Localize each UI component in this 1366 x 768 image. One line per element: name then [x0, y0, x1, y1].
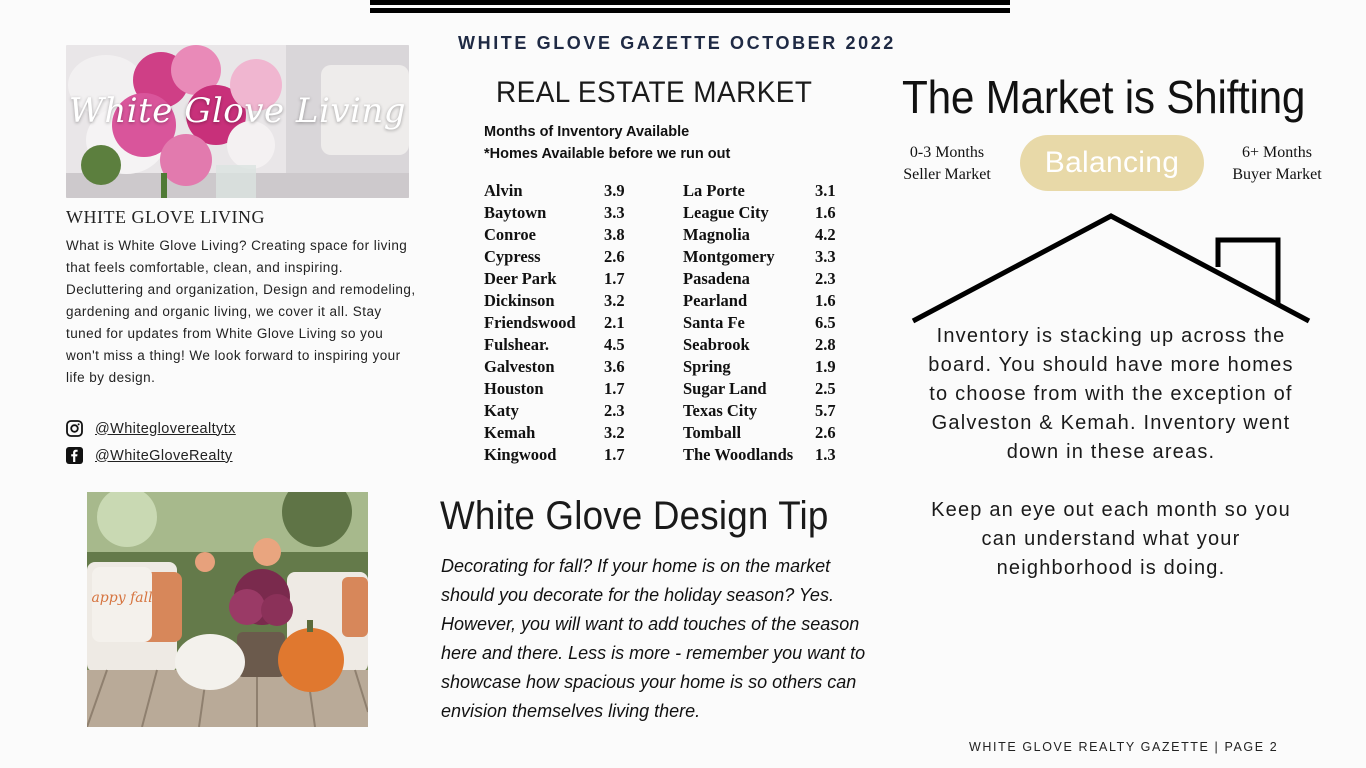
inventory-row [484, 202, 625, 224]
months-of-inventory: 3.6 [604, 357, 625, 376]
section-heading: WHITE GLOVE LIVING [66, 207, 265, 227]
instagram-icon [66, 420, 83, 437]
inventory-subhead-line1: Months of Inventory Available [484, 124, 690, 140]
city-name: Baytown [484, 203, 547, 222]
inventory-subheading [484, 121, 730, 165]
inventory-row [683, 444, 836, 466]
city-name: Spring [683, 357, 731, 376]
months-of-inventory: 5.7 [815, 401, 836, 420]
seller-market-label [893, 142, 1001, 186]
inventory-row [683, 246, 836, 268]
months-of-inventory: 1.9 [815, 357, 836, 376]
months-of-inventory: 1.3 [815, 445, 836, 464]
facebook-icon [66, 447, 83, 464]
buyer-months: 6+ Months [1242, 144, 1312, 161]
months-of-inventory: 1.7 [604, 445, 625, 464]
inventory-row [683, 356, 836, 378]
inventory-commentary-para1: Inventory is stacking up across the board. You should have more homes to choose from with the exception of Galveston & Kemah. Inventory went down in these areas. [928, 325, 1294, 463]
inventory-row [683, 224, 836, 246]
inventory-commentary-para2: Keep an eye out each month so you can understand what your neighborhood is doing. [931, 499, 1291, 579]
inventory-row [484, 246, 625, 268]
city-name: Dickinson [484, 291, 555, 310]
months-of-inventory: 3.1 [815, 181, 836, 200]
months-of-inventory: 6.5 [815, 313, 836, 332]
inventory-table-left [484, 180, 625, 466]
city-name: La Porte [683, 181, 745, 200]
flowers-hero-image [66, 45, 409, 198]
months-of-inventory: 4.2 [815, 225, 836, 244]
city-name: Galveston [484, 357, 555, 376]
city-name: Texas City [683, 401, 758, 420]
months-of-inventory: 1.6 [815, 203, 836, 222]
inventory-row [484, 378, 625, 400]
instagram-link-row[interactable] [66, 420, 236, 437]
city-name: Friendswood [484, 313, 576, 332]
months-of-inventory: 1.6 [815, 291, 836, 310]
facebook-link-row[interactable] [66, 447, 233, 464]
top-rule [370, 0, 1010, 5]
inventory-row [683, 400, 836, 422]
design-tip-body: Decorating for fall? If your home is on the market should you decorate for the holiday season? Yes. However, you will want to add touches of the season here and there. Less is more - remember you want to showcase how spacious your home is so others can envision themselves living there. [441, 556, 866, 721]
city-name: Santa Fe [683, 313, 745, 332]
inventory-row [683, 334, 836, 356]
inventory-row [683, 268, 836, 290]
city-name: The Woodlands [683, 445, 794, 464]
instagram-handle-link[interactable]: @Whitegloverealtytx [95, 420, 236, 437]
market-title: REAL ESTATE MARKET [496, 76, 813, 109]
inventory-commentary [920, 322, 1302, 583]
facebook-handle-link[interactable]: @WhiteGloveRealty [95, 447, 233, 464]
city-name: Katy [484, 401, 519, 420]
hero-script-text: White Glove Living [68, 91, 407, 131]
inventory-row [484, 400, 625, 422]
inventory-row [683, 180, 836, 202]
intro-paragraph: What is White Glove Living? Creating space for living that feels comfortable, clean, and inspiring. Decluttering and organization, Design and remodeling, gardening and organic living, we cover it all. Stay tuned for updates from White Glove Living so you won't miss a thing! We look forward to inspiring your life by design. [66, 238, 416, 385]
months-of-inventory: 3.2 [604, 291, 625, 310]
months-of-inventory: 2.3 [815, 269, 836, 288]
inventory-row [484, 180, 625, 202]
city-name: Montgomery [683, 247, 775, 266]
fall-decor-image [87, 492, 368, 727]
gazette-title: WHITE GLOVE GAZETTE OCTOBER 2022 [458, 33, 896, 53]
inventory-row [484, 356, 625, 378]
months-of-inventory: 3.9 [604, 181, 625, 200]
months-of-inventory: 2.3 [604, 401, 625, 420]
inventory-row [484, 312, 625, 334]
inventory-row [683, 290, 836, 312]
inventory-row [683, 422, 836, 444]
inventory-row [484, 268, 625, 290]
months-of-inventory: 1.7 [604, 269, 625, 288]
city-name: Kingwood [484, 445, 557, 464]
city-name: Cypress [484, 247, 541, 266]
city-name: Fulshear. [484, 335, 549, 354]
city-name: Sugar Land [683, 379, 767, 398]
inventory-row [484, 334, 625, 356]
house-roof-icon [905, 205, 1325, 330]
top-rule [370, 8, 1010, 13]
pillow-text: appy fall [91, 590, 153, 606]
city-name: Magnolia [683, 225, 750, 244]
inventory-row [484, 422, 625, 444]
months-of-inventory: 3.2 [604, 423, 625, 442]
design-tip-title: White Glove Design Tip [440, 494, 829, 538]
seller-months: 0-3 Months [909, 144, 985, 161]
market-shift-title: The Market is Shifting [902, 71, 1306, 123]
inventory-subhead-line2: *Homes Available before we run out [484, 146, 731, 162]
inventory-row [484, 224, 625, 246]
city-name: Pearland [683, 291, 748, 310]
months-of-inventory: 2.5 [815, 379, 836, 398]
months-of-inventory: 2.6 [604, 247, 625, 266]
city-name: League City [683, 203, 769, 222]
city-name: Tomball [683, 423, 742, 442]
city-name: Deer Park [484, 269, 557, 288]
balancing-pill: Balancing [1020, 135, 1204, 191]
months-of-inventory: 2.8 [815, 335, 836, 354]
months-of-inventory: 4.5 [604, 335, 625, 354]
inventory-row [484, 444, 625, 466]
months-of-inventory: 3.8 [604, 225, 625, 244]
city-name: Houston [484, 379, 544, 398]
months-of-inventory: 2.1 [604, 313, 625, 332]
seller-text: Seller Market [903, 166, 991, 183]
months-of-inventory: 3.3 [815, 247, 836, 266]
city-name: Pasadena [683, 269, 750, 288]
page-footer: WHITE GLOVE REALTY GAZETTE | PAGE 2 [969, 740, 1279, 754]
inventory-table-right [683, 180, 836, 466]
inventory-row [683, 202, 836, 224]
months-of-inventory: 3.3 [604, 203, 625, 222]
buyer-market-label [1222, 142, 1332, 186]
city-name: Kemah [484, 423, 536, 442]
city-name: Seabrook [683, 335, 750, 354]
inventory-row [683, 312, 836, 334]
inventory-row [484, 290, 625, 312]
months-of-inventory: 2.6 [815, 423, 836, 442]
buyer-text: Buyer Market [1232, 166, 1322, 183]
city-name: Alvin [484, 181, 523, 200]
city-name: Conroe [484, 225, 536, 244]
months-of-inventory: 1.7 [604, 379, 625, 398]
inventory-row [683, 378, 836, 400]
